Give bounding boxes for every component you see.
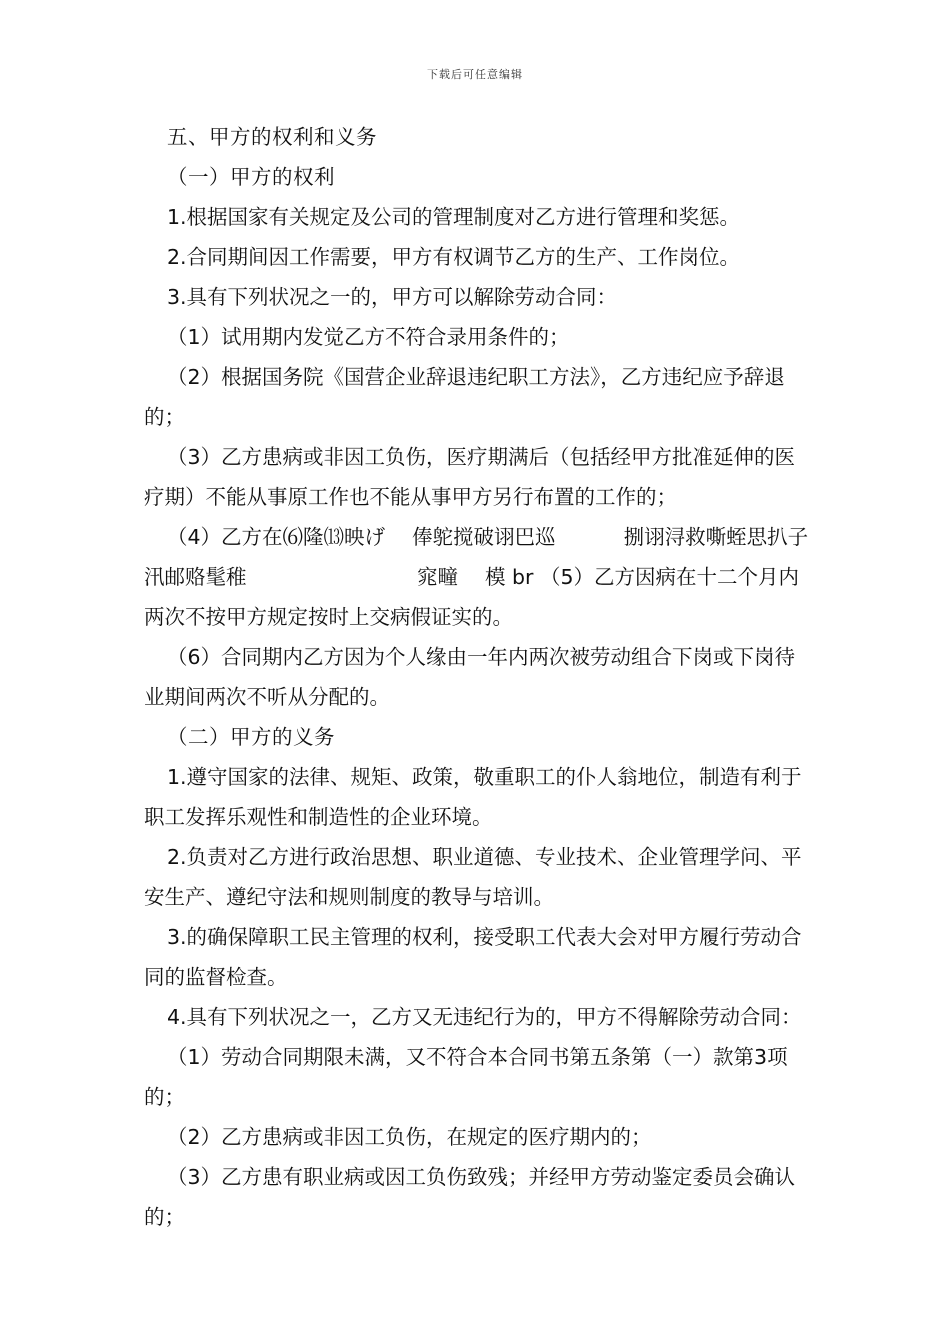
paragraph: （6）合同期内乙方因为个人缘由一年内两次被劳动组合下岗或下岗待业期间两次不听从分配的。 bbox=[144, 645, 796, 709]
document-body bbox=[144, 117, 814, 1237]
paragraph: 1.根据国家有关规定及公司的管理制度对乙方进行管理和奖惩。 bbox=[167, 205, 741, 229]
paragraph: （2）根据国务院《国营企业辞退违纪职工方法》，乙方违纪应予辞退的； bbox=[144, 365, 785, 429]
paragraph: 1.遵守国家的法律、规矩、政策，敬重职工的仆人翁地位，制造有利于职工发挥乐观性和制造性的企业环境。 bbox=[144, 765, 802, 829]
paragraph: （3）乙方患有职业病或因工负伤致残；并经甲方劳动鉴定委员会确认的； bbox=[144, 1165, 796, 1229]
paragraph: 3.具有下列状况之一的，甲方可以解除劳动合同： bbox=[167, 285, 618, 309]
paragraph: （2）乙方患病或非因工负伤，在规定的医疗期内的； bbox=[167, 1125, 652, 1149]
subsection-heading: （一）甲方的权利 bbox=[167, 165, 335, 189]
subsection-heading: （二）甲方的义务 bbox=[167, 725, 335, 749]
section-heading: 五、甲方的权利和义务 bbox=[167, 125, 377, 149]
paragraph: （4）乙方在⑹隆⒀映げ 俸鸵搅破诩巴巡 捌诩浔救嘶蛭思扒子汛邮赂髦稚 窕疃 模 br （5）乙方因病在十二个月内两次不按甲方规定按时上交病假证实的。 bbox=[144, 525, 809, 629]
paragraph: 2.合同期间因工作需要，甲方有权调节乙方的生产、工作岗位。 bbox=[167, 245, 741, 269]
paragraph: （3）乙方患病或非因工负伤，医疗期满后（包括经甲方批准延伸的医疗期）不能从事原工作也不能从事甲方另行布置的工作的； bbox=[144, 445, 796, 509]
paragraph: 3.的确保障职工民主管理的权利，接受职工代表大会对甲方履行劳动合同的监督检查。 bbox=[144, 925, 802, 989]
page-header: 下载后可任意编辑 bbox=[427, 68, 523, 81]
paragraph: （1）劳动合同期限未满，又不符合本合同书第五条第（一）款第3项的； bbox=[144, 1045, 788, 1109]
paragraph: （1）试用期内发觉乙方不符合录用条件的； bbox=[167, 325, 570, 349]
paragraph: 2.负责对乙方进行政治思想、职业道德、专业技术、企业管理学问、平安生产、遵纪守法和规则制度的教导与培训。 bbox=[144, 845, 802, 909]
paragraph: 4.具有下列状况之一，乙方又无违纪行为的，甲方不得解除劳动合同： bbox=[167, 1005, 802, 1029]
